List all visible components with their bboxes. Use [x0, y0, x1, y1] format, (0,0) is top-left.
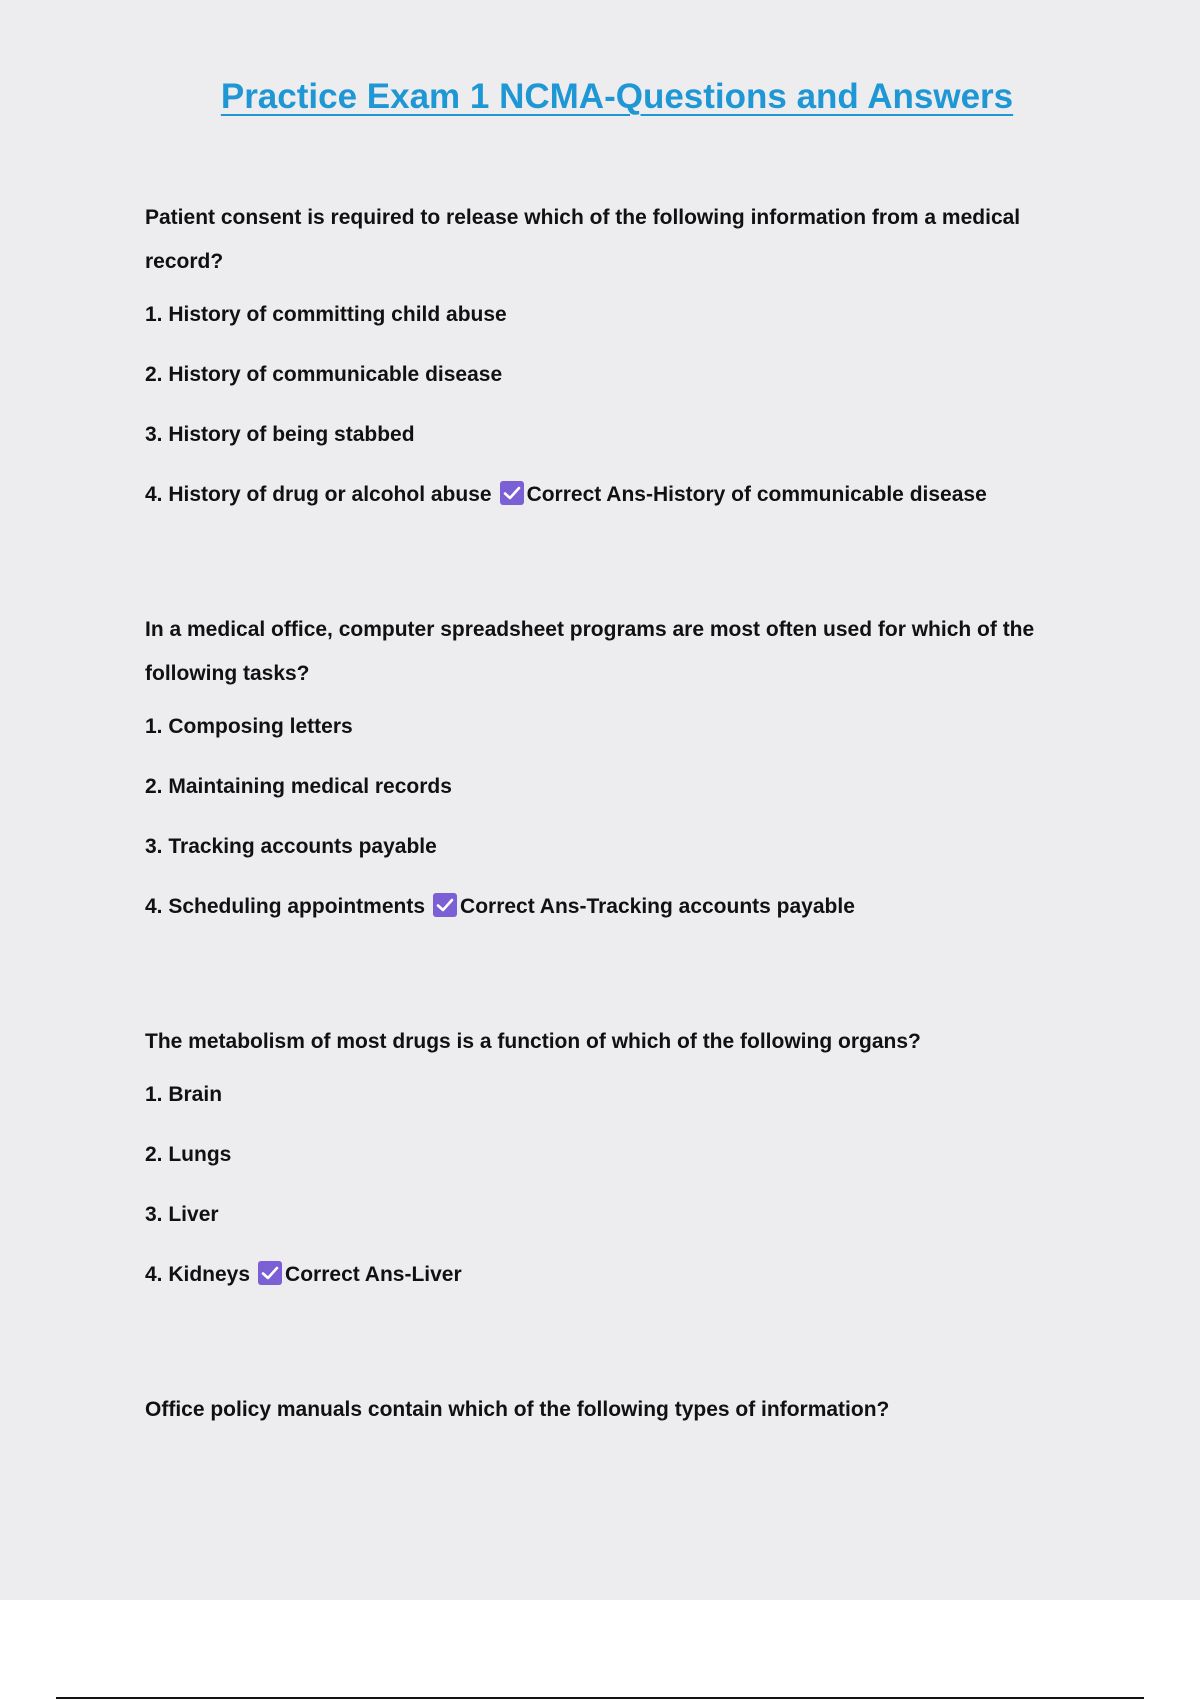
- answer-option: 3. History of being stabbed: [145, 423, 415, 446]
- answer-option: 2. Maintaining medical records: [145, 775, 452, 798]
- answer-option: 1. Brain: [145, 1083, 223, 1106]
- question-prompt: Patient consent is required to release which of the following information from a medical record?: [145, 206, 1021, 273]
- answer-option: 4. Scheduling appointments: [145, 895, 426, 918]
- answer-option: 1. Composing letters: [145, 715, 353, 738]
- answer-option: 4. Kidneys: [145, 1263, 251, 1286]
- answer-option-with-answer: [145, 480, 1065, 510]
- answer-option: 2. Lungs: [145, 1143, 232, 1166]
- correct-answer: Correct Ans-Liver: [285, 1263, 462, 1286]
- answer-option: 3. Tracking accounts payable: [145, 835, 437, 858]
- question-block-2: [145, 608, 1065, 922]
- checkbox-checked-icon: [258, 1261, 282, 1285]
- checkbox-checked-icon: [500, 481, 524, 505]
- question-block-4: [145, 1388, 1065, 1432]
- document-title: Practice Exam 1 NCMA-Questions and Answers: [220, 77, 1014, 116]
- answer-option-with-answer: [145, 892, 1065, 922]
- correct-answer: Correct Ans-History of communicable disease: [526, 483, 987, 506]
- answer-option: 4. History of drug or alcohol abuse: [145, 483, 492, 506]
- footer-divider: [56, 1697, 1144, 1699]
- answer-option: 1. History of committing child abuse: [145, 303, 507, 326]
- answer-option: 3. Liver: [145, 1203, 219, 1226]
- question-block-1: [145, 196, 1065, 510]
- questions-list: [145, 196, 1065, 1530]
- question-prompt: The metabolism of most drugs is a function of which of the following organs?: [145, 1030, 921, 1053]
- correct-answer: Correct Ans-Tracking accounts payable: [460, 895, 855, 918]
- question-prompt: In a medical office, computer spreadsheet programs are most often used for which of the following tasks?: [145, 618, 1035, 685]
- question-block-3: [145, 1020, 1065, 1290]
- question-prompt: Office policy manuals contain which of the following types of information?: [145, 1398, 890, 1421]
- answer-option-with-answer: [145, 1260, 1065, 1290]
- checkbox-checked-icon: [433, 893, 457, 917]
- answer-option: 2. History of communicable disease: [145, 363, 503, 386]
